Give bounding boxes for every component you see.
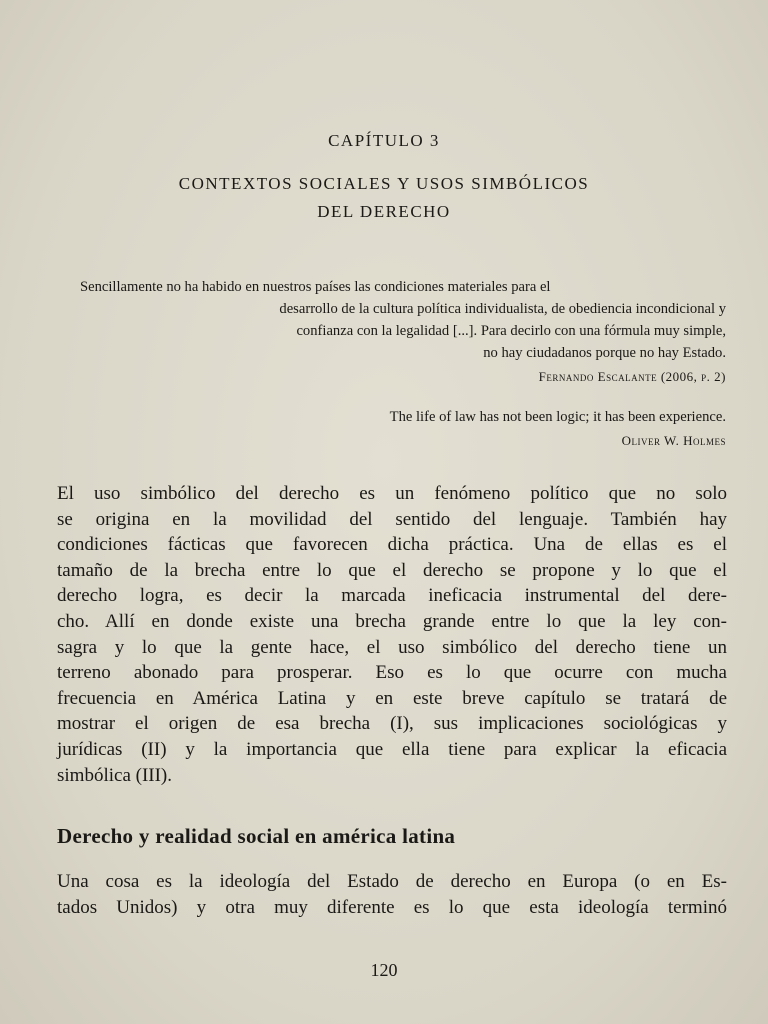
- text-line: El uso simbólico del derecho es un fenómeno político que no solo: [57, 483, 727, 504]
- text-line: jurídicas (II) y la importancia que ella tiene para explicar la eficacia: [57, 738, 727, 760]
- epigraph-escalante: [60, 276, 726, 388]
- text-line: simbólica (III).: [57, 764, 173, 786]
- epigraph-line: The life of law has not been logic; it has been experience.: [389, 409, 726, 425]
- chapter-title-line-1: CONTEXTOS SOCIALES Y USOS SIMBÓLICOS: [178, 174, 590, 193]
- epigraph-line: confianza con la legalidad [...]. Para decirlo con una fórmula muy simple,: [296, 323, 726, 339]
- chapter-title: [0, 170, 768, 226]
- text-line: condiciones fácticas que favorecen dicha práctica. Una de ellas es el: [57, 534, 727, 556]
- epigraph-attribution: Oliver W. Holmes: [621, 433, 726, 448]
- page-number: 120: [370, 960, 398, 980]
- epigraph-line: desarrollo de la cultura política individualista, de obediencia incondicional y: [279, 301, 726, 317]
- text-line: mostrar el origen de esa brecha (I), sus implicaciones sociológicas y: [57, 713, 727, 735]
- text-line: tamaño de la brecha entre lo que el derecho se propone y lo que el: [57, 559, 727, 581]
- text-line: terreno abonado para prosperar. Eso es lo que ocurre con mucha: [57, 662, 727, 684]
- text-line: derecho logra, es decir la marcada ineficacia instrumental del dere-: [57, 585, 727, 607]
- text-line: tados Unidos) y otra muy diferente es lo que esta ideología terminó: [57, 896, 727, 918]
- chapter-label: CAPÍTULO 3: [328, 131, 440, 150]
- epigraph-line: Sencillamente no ha habido en nuestros países las condiciones materiales para el: [80, 279, 551, 295]
- text-line: Una cosa es la ideología del Estado de derecho en Europa (o en Es-: [57, 871, 727, 892]
- section-heading: Derecho y realidad social en américa latina: [57, 824, 456, 848]
- epigraph-attribution: Fernando Escalante (2006, p. 2): [538, 369, 726, 384]
- text-line: cho. Allí en donde existe una brecha grande entre lo que la ley con-: [57, 610, 727, 632]
- text-line: se origina en la movilidad del sentido del lenguaje. También hay: [57, 508, 727, 530]
- text-line: frecuencia en América Latina y en este breve capítulo se tratará de: [57, 687, 727, 709]
- epigraph-holmes: [60, 406, 726, 452]
- body-paragraph-2: [57, 869, 727, 920]
- chapter-title-line-2: DEL DERECHO: [317, 202, 451, 221]
- text-line: sagra y lo que la gente hace, el uso simbólico del derecho tiene un: [57, 636, 727, 658]
- body-paragraph-1: [57, 481, 727, 788]
- epigraph-line: no hay ciudadanos porque no hay Estado.: [483, 345, 726, 361]
